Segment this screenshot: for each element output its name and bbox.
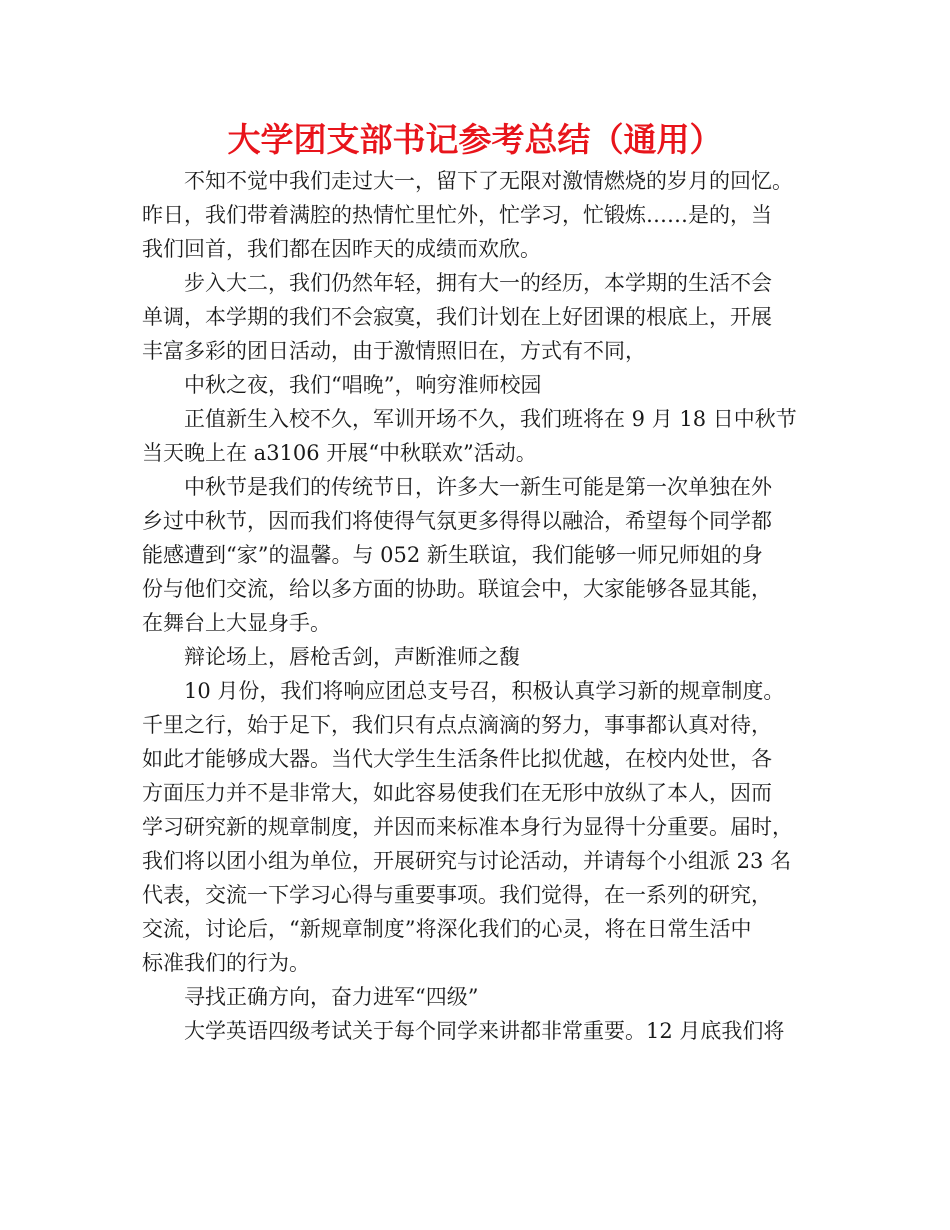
text-line: 我们回首，我们都在因昨天的成绩而欢欣。 bbox=[142, 237, 541, 261]
text-line: 中秋节是我们的传统节日，许多大一新生可能是第一次单独在外 bbox=[184, 475, 772, 499]
text-line: 辩论场上，唇枪舌剑，声断淮师之馥 bbox=[184, 645, 520, 669]
text-line: 10 月份，我们将响应团总支号召，积极认真学习新的规章制度。 bbox=[184, 679, 785, 703]
text-line: 如此才能够成大器。当代大学生生活条件比拟优越，在校内处世，各 bbox=[142, 747, 772, 771]
text-line: 份与他们交流，给以多方面的协助。联谊会中，大家能够各显其能， bbox=[142, 577, 772, 601]
text-line: 学习研究新的规章制度，并因而来标准本身行为显得十分重要。届时， bbox=[142, 815, 793, 839]
text-line: 昨日，我们带着满腔的热情忙里忙外，忙学习，忙锻炼……是的，当 bbox=[142, 203, 772, 227]
text-line: 寻找正确方向，奋力进军“四级” bbox=[184, 985, 479, 1009]
text-line: 方面压力并不是非常大，如此容易使我们在无形中放纵了本人，因而 bbox=[142, 781, 772, 805]
text-line: 单调，本学期的我们不会寂寞，我们计划在上好团课的根底上，开展 bbox=[142, 305, 772, 329]
text-line: 在舞台上大显身手。 bbox=[142, 611, 331, 635]
text-line: 步入大二，我们仍然年轻，拥有大一的经历，本学期的生活不会 bbox=[184, 271, 772, 295]
text-line: 中秋之夜，我们“唱晚”，响穷淮师校园 bbox=[184, 373, 542, 397]
text-line: 正值新生入校不久，军训开场不久，我们班将在 9 月 18 日中秋节 bbox=[184, 407, 797, 431]
text-line: 交流，讨论后，“新规章制度”将深化我们的心灵，将在日常生活中 bbox=[142, 917, 752, 941]
document-title: 大学团支部书记参考总结（通用） bbox=[227, 120, 723, 159]
text-line: 大学英语四级考试关于每个同学来讲都非常重要。12 月底我们将 bbox=[184, 1019, 785, 1043]
text-line: 标准我们的行为。 bbox=[142, 951, 310, 975]
text-line: 我们将以团小组为单位，开展研究与讨论活动，并请每个小组派 23 名 bbox=[142, 849, 792, 873]
text-line: 当天晚上在 a3106 开展“中秋联欢”活动。 bbox=[142, 441, 537, 465]
text-line: 不知不觉中我们走过大一，留下了无限对激情燃烧的岁月的回忆。 bbox=[184, 169, 793, 193]
document-body bbox=[142, 164, 832, 1048]
text-line: 丰富多彩的团日活动，由于激情照旧在，方式有不同， bbox=[142, 339, 646, 363]
text-line: 代表，交流一下学习心得与重要事项。我们觉得，在一系列的研究， bbox=[142, 883, 772, 907]
text-line: 千里之行，始于足下，我们只有点点滴滴的努力，事事都认真对待， bbox=[142, 713, 772, 737]
text-line: 乡过中秋节，因而我们将使得气氛更多得得以融洽，希望每个同学都 bbox=[142, 509, 772, 533]
text-line: 能感遭到“家”的温馨。与 052 新生联谊，我们能够一师兄师姐的身 bbox=[142, 543, 763, 567]
